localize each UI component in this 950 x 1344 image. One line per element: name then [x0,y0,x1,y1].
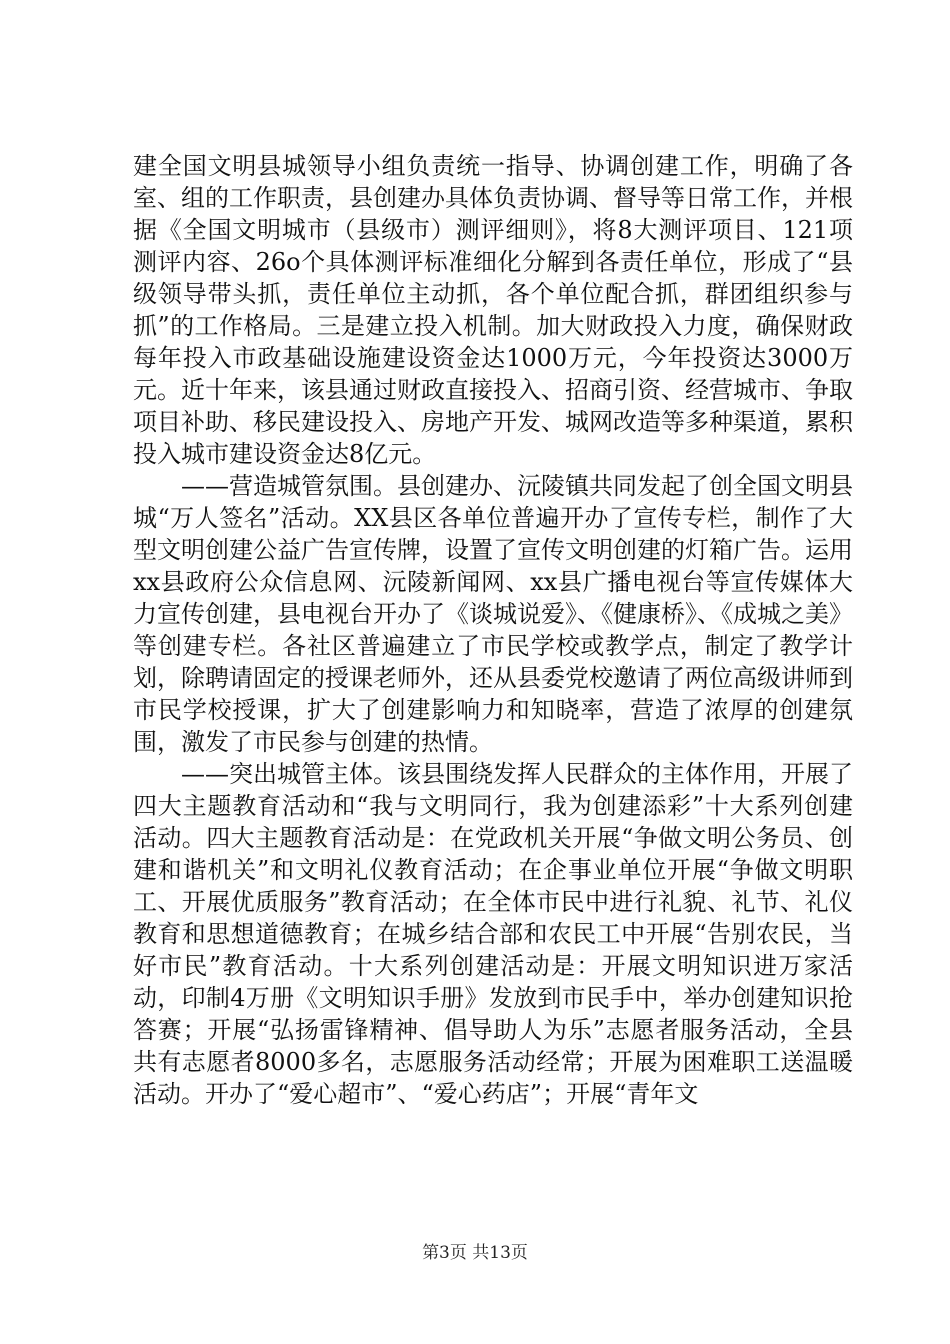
body-text [133,150,853,1110]
page-footer: 第3页 共13页 [422,1243,528,1263]
paragraph-city-subject: ——突出城管主体。该县围绕发挥人民群众的主体作用，开展了四大主题教育活动和“我与文明同行，我为创建添彩”十大系列创建活动。四大主题教育活动是：在党政机关开展“争做文明公务员、创建和谐机关”和文明礼仪教育活动；在企事业单位开展“争做文明职工、开展优质服务”教育活动；在全体市民中进行礼貌、礼节、礼仪教育和思想道德教育；在城乡结合部和农民工中开展“告别农民，当好市民”教育活动。十大系列创建活动是：开展文明知识进万家活动，印制4万册《文明知识手册》发放到市民手中，举办创建知识抢答赛；开展“弘扬雷锋精神、倡导助人为乐”志愿者服务活动，全县共有志愿者8000多名，志愿服务活动经常；开展为困难职工送温暖活动。开办了“爱心超市”、“爱心药店”；开展“青年文 [133,760,853,1108]
paragraph-city-atmosphere: ——营造城管氛围。县创建办、沅陵镇共同发起了创全国文明县城“万人签名”活动。XX县区各单位普遍开办了宣传专栏，制作了大型文明创建公益广告宣传牌，设置了宣传文明创建的灯箱广告。运用xx县政府公众信息网、沅陵新闻网、xx县广播电视台等宣传媒体大力宣传创建，县电视台开办了《谈城说爱》、《健康桥》、《成城之美》等创建专栏。各社区普遍建立了市民学校或教学点，制定了教学计划，除聘请固定的授课老师外，还从县委党校邀请了两位高级讲师到市民学校授课，扩大了创建影响力和知晓率，营造了浓厚的创建氛围，激发了市民参与创建的热情。 [133,472,853,756]
paragraph-continued: 建全国文明县城领导小组负责统一指导、协调创建工作，明确了各室、组的工作职责，县创建办具体负责协调、督导等日常工作，并根据《全国文明城市（县级市）测评细则》，将8大测评项目、121项测评内容、26o个具体测评标准细化分解到各责任单位，形成了“县级领导带头抓，责任单位主动抓，各个单位配合抓，群团组织参与抓”的工作格局。三是建立投入机制。加大财政投入力度，确保财政每年投入市政基础设施建设资金达1000万元，今年投资达3000万元。近十年来，该县通过财政直接投入、招商引资、经营城市、争取项目补助、移民建设投入、房地产开发、城网改造等多种渠道，累积投入城市建设资金达8亿元。 [133,152,853,468]
